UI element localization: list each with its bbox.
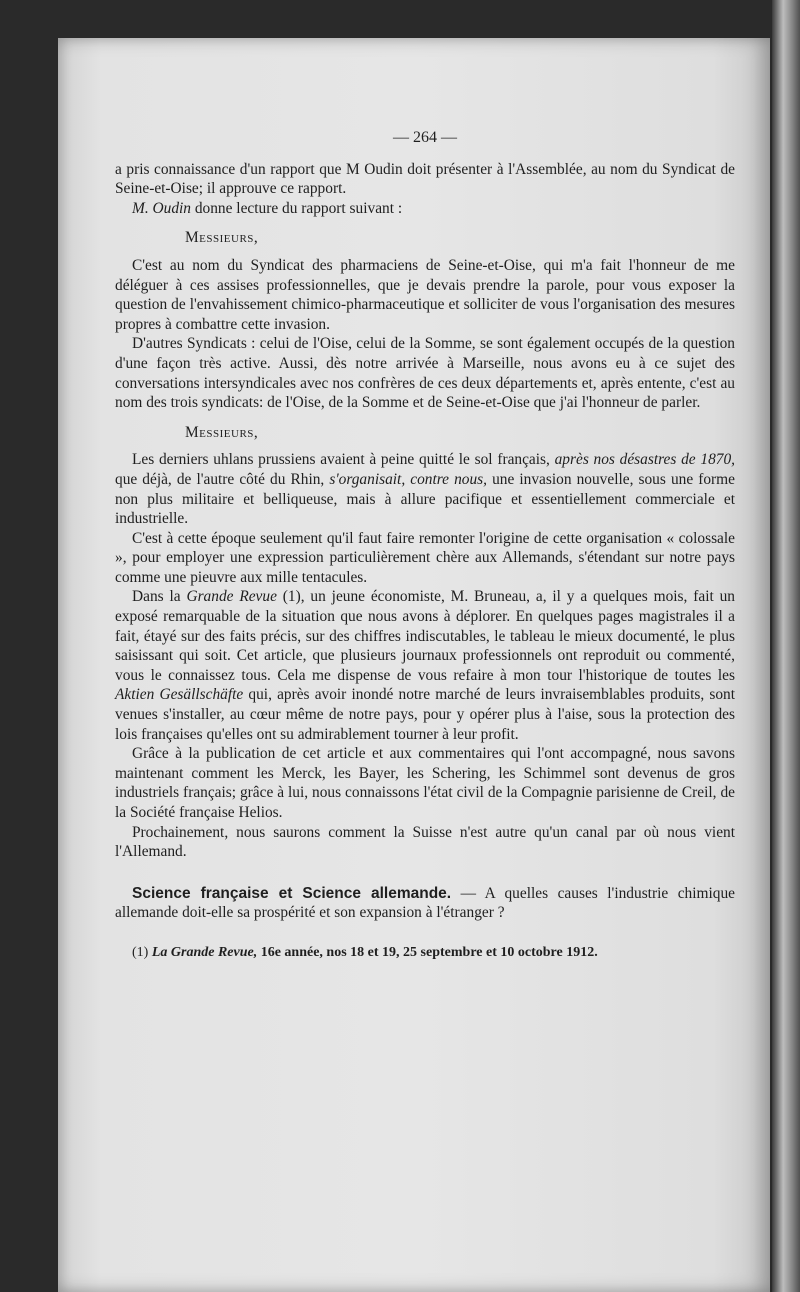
salutation-first: Messieurs, [185,229,259,247]
text-span: Les derniers uhlans prussiens avaient à peine quitté le sol français, [132,451,555,469]
page-text [115,128,735,962]
footnote-number: (1) [132,944,152,960]
text-span: que déjà, de l'autre côté du Rhin, [115,470,330,488]
paragraph-autres-syndicats: D'autres Syndicats : celui de l'Oise, celui de la Somme, se sont également occupés de la question d'une façon très active. Aussi, dès notre arrivée à Marseille, nous avons eu à ce sujet des conversations intersyndicales avec nos confrères de ces deux départements et, après entente, c'est au nom des trois syndicats: de l'Oise, de la Somme et de Seine-et-Oise que j'ai l'honneur de parler. [115,335,735,412]
text-span: qui, après avoir inondé notre marché de leurs invraisemblables produits, sont venues s'installer, au cœur même de notre pays, pour y opérer plus à l'aise, sous la protection des lois françaises qu'elles ont su admirablement tourner à leur profit. [115,686,735,743]
page-edge [772,0,800,1292]
italic-span: s'organisait, contre nous, [329,470,487,488]
italic-span: Grande Revue [186,588,277,606]
text-span: Dans la [132,588,187,606]
section-science [115,884,735,923]
footnote-title: La Grande Revue, [151,944,258,960]
paragraph-epoque: C'est à cette époque seulement qu'il faut faire remonter l'origine de cette organisation « colossale », pour employer une expression particulièrement chère aux Allemands, s'étendant sur notre pays comme une pieuvre aux mille tentacules. [115,529,735,586]
footnote [115,943,735,962]
paragraph-prochainement: Prochainement, nous saurons comment la Suisse n'est autre qu'un canal par où nous vient l'Allemand. [115,823,735,861]
paragraph-grande-revue [115,587,735,744]
paragraph-intro: a pris connaissance d'un rapport que M Oudin doit présenter à l'Assemblée, au nom du Syndicat de Seine-et-Oise; il approuve ce rapport. [115,160,735,198]
page-number: — 264 — [393,129,457,146]
section-title: Science française et Science allemande. [132,884,452,902]
reading-text: donne lecture du rapport suivant : [191,199,403,217]
paragraph-uhlans [115,450,735,528]
speaker-name: M. Oudin [132,199,191,217]
paragraph-grace: Grâce à la publication de cet article et aux commentaires qui l'ont accompagné, nous savons maintenant comment les Merck, les Bayer, les Schering, les Schimmel sont devenus de gros industriels français; grâce à lui, nous connaissons l'état civil de la Compagnie parisienne de Creil, de la Société française Helios. [115,745,735,821]
paragraph-reading [115,199,735,219]
salutation-second: Messieurs, [185,423,259,441]
italic-span: Aktien Gesällschäfte [115,686,244,704]
paragraph-syndicat: C'est au nom du Syndicat des pharmaciens de Seine-et-Oise, qui m'a fait l'honneur de me déléguer à ces assises professionnelles, que je devais prendre la parole, pour vous exposer la question de l'envahissement chimico-pharmaceutique et solliciter de vous l'organisation des mesures propres à combattre cette invasion. [115,256,735,333]
italic-span: après nos désastres de 1870, [554,451,735,469]
footnote-text: 16e année, nos 18 et 19, 25 septembre et 10 octobre 1912. [257,944,598,960]
section-text: — A quelles causes l'industrie chimique allemande doit-elle sa prospérité et son expansion à l'étranger ? [115,884,735,922]
text-span: une invasion nouvelle, sous une forme non plus militaire et belliqueuse, mais à allure pacifique et essentiellement commerciale et industrielle. [115,470,735,528]
text-span: (1), un jeune économiste, M. Bruneau, a, il y a quelques mois, fait un exposé remarquable de la situation que nous avons à déplorer. En quelques pages magistrales il a fait, étayé sur des faits précis, sur des chiffres indiscutables, le tableau le mieux documenté, le plus saisissant qui soit. Cet article, que plusieurs journaux professionnels ont reproduit ou commenté, vous le connaissez tous. Cela me dispense de vous refaire à mon tour l'historique de toutes les [115,588,735,684]
